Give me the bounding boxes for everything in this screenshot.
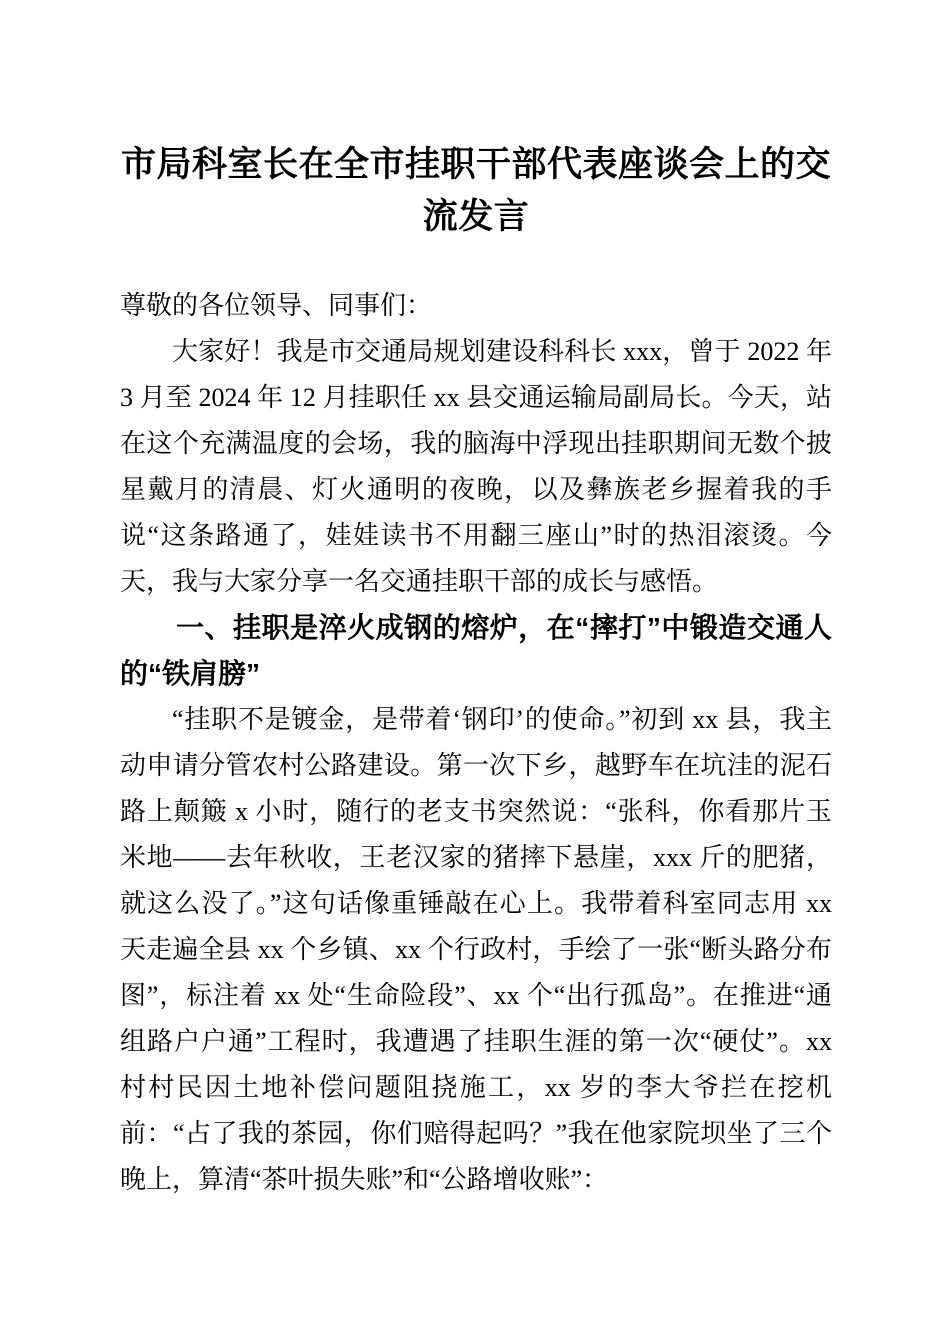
document-body bbox=[120, 283, 832, 1203]
section-1-heading: 一、挂职是淬火成钢的熔炉，在“摔打”中锻造交通人的“铁肩膀” bbox=[120, 612, 832, 689]
section-1-paragraph: “挂职不是镀金，是带着‘钢印’的使命。”初到 xx 县，我主动申请分管农村公路建设。第一次下乡，越野车在坑洼的泥石路上颠簸 x 小时，随行的老支书突然说：“张科，你看那片玉米地——去年秋收，王老汉家的猪摔下悬崖，xxx 斤的肥猪，就这么没了。”这句话像重锤敲在心上。我带着科室同志用 xx 天走遍全县 xx 个乡镇、xx 个行政村，手绘了一张“断头路分布图”，标注着 xx 处“生命险段”、xx 个“出行孤岛”。在推进“通组路户户通”工程时，我遭遇了挂职生涯的第一次“硬仗”。xx 村村民因土地补偿问题阻挠施工，xx 岁的李大爷拦在挖机前：“占了我的茶园，你们赔得起吗？”我在他家院坝坐了三个晚上，算清“茶叶损失账”和“公路增收账”： bbox=[120, 705, 832, 1194]
intro-paragraph: 大家好！我是市交通局规划建设科科长 xxx，曾于 2022 年 3 月至 2024 年 12 月挂职任 xx 县交通运输局副局长。今天，站在这个充满温度的会场，我的脑海中浮现出挂职期间无数个披星戴月的清晨、灯火通明的夜晚，以及彝族老乡握着我的手说“这条路通了，娃娃读书不用翻三座山”时的热泪滚烫。今天，我与大家分享一名交通挂职干部的成长与感悟。 bbox=[120, 337, 832, 596]
salutation-line: 尊敬的各位领导、同事们： bbox=[120, 291, 433, 320]
document-title: 市局科室长在全市挂职干部代表座谈会上的交流发言 bbox=[120, 145, 831, 236]
